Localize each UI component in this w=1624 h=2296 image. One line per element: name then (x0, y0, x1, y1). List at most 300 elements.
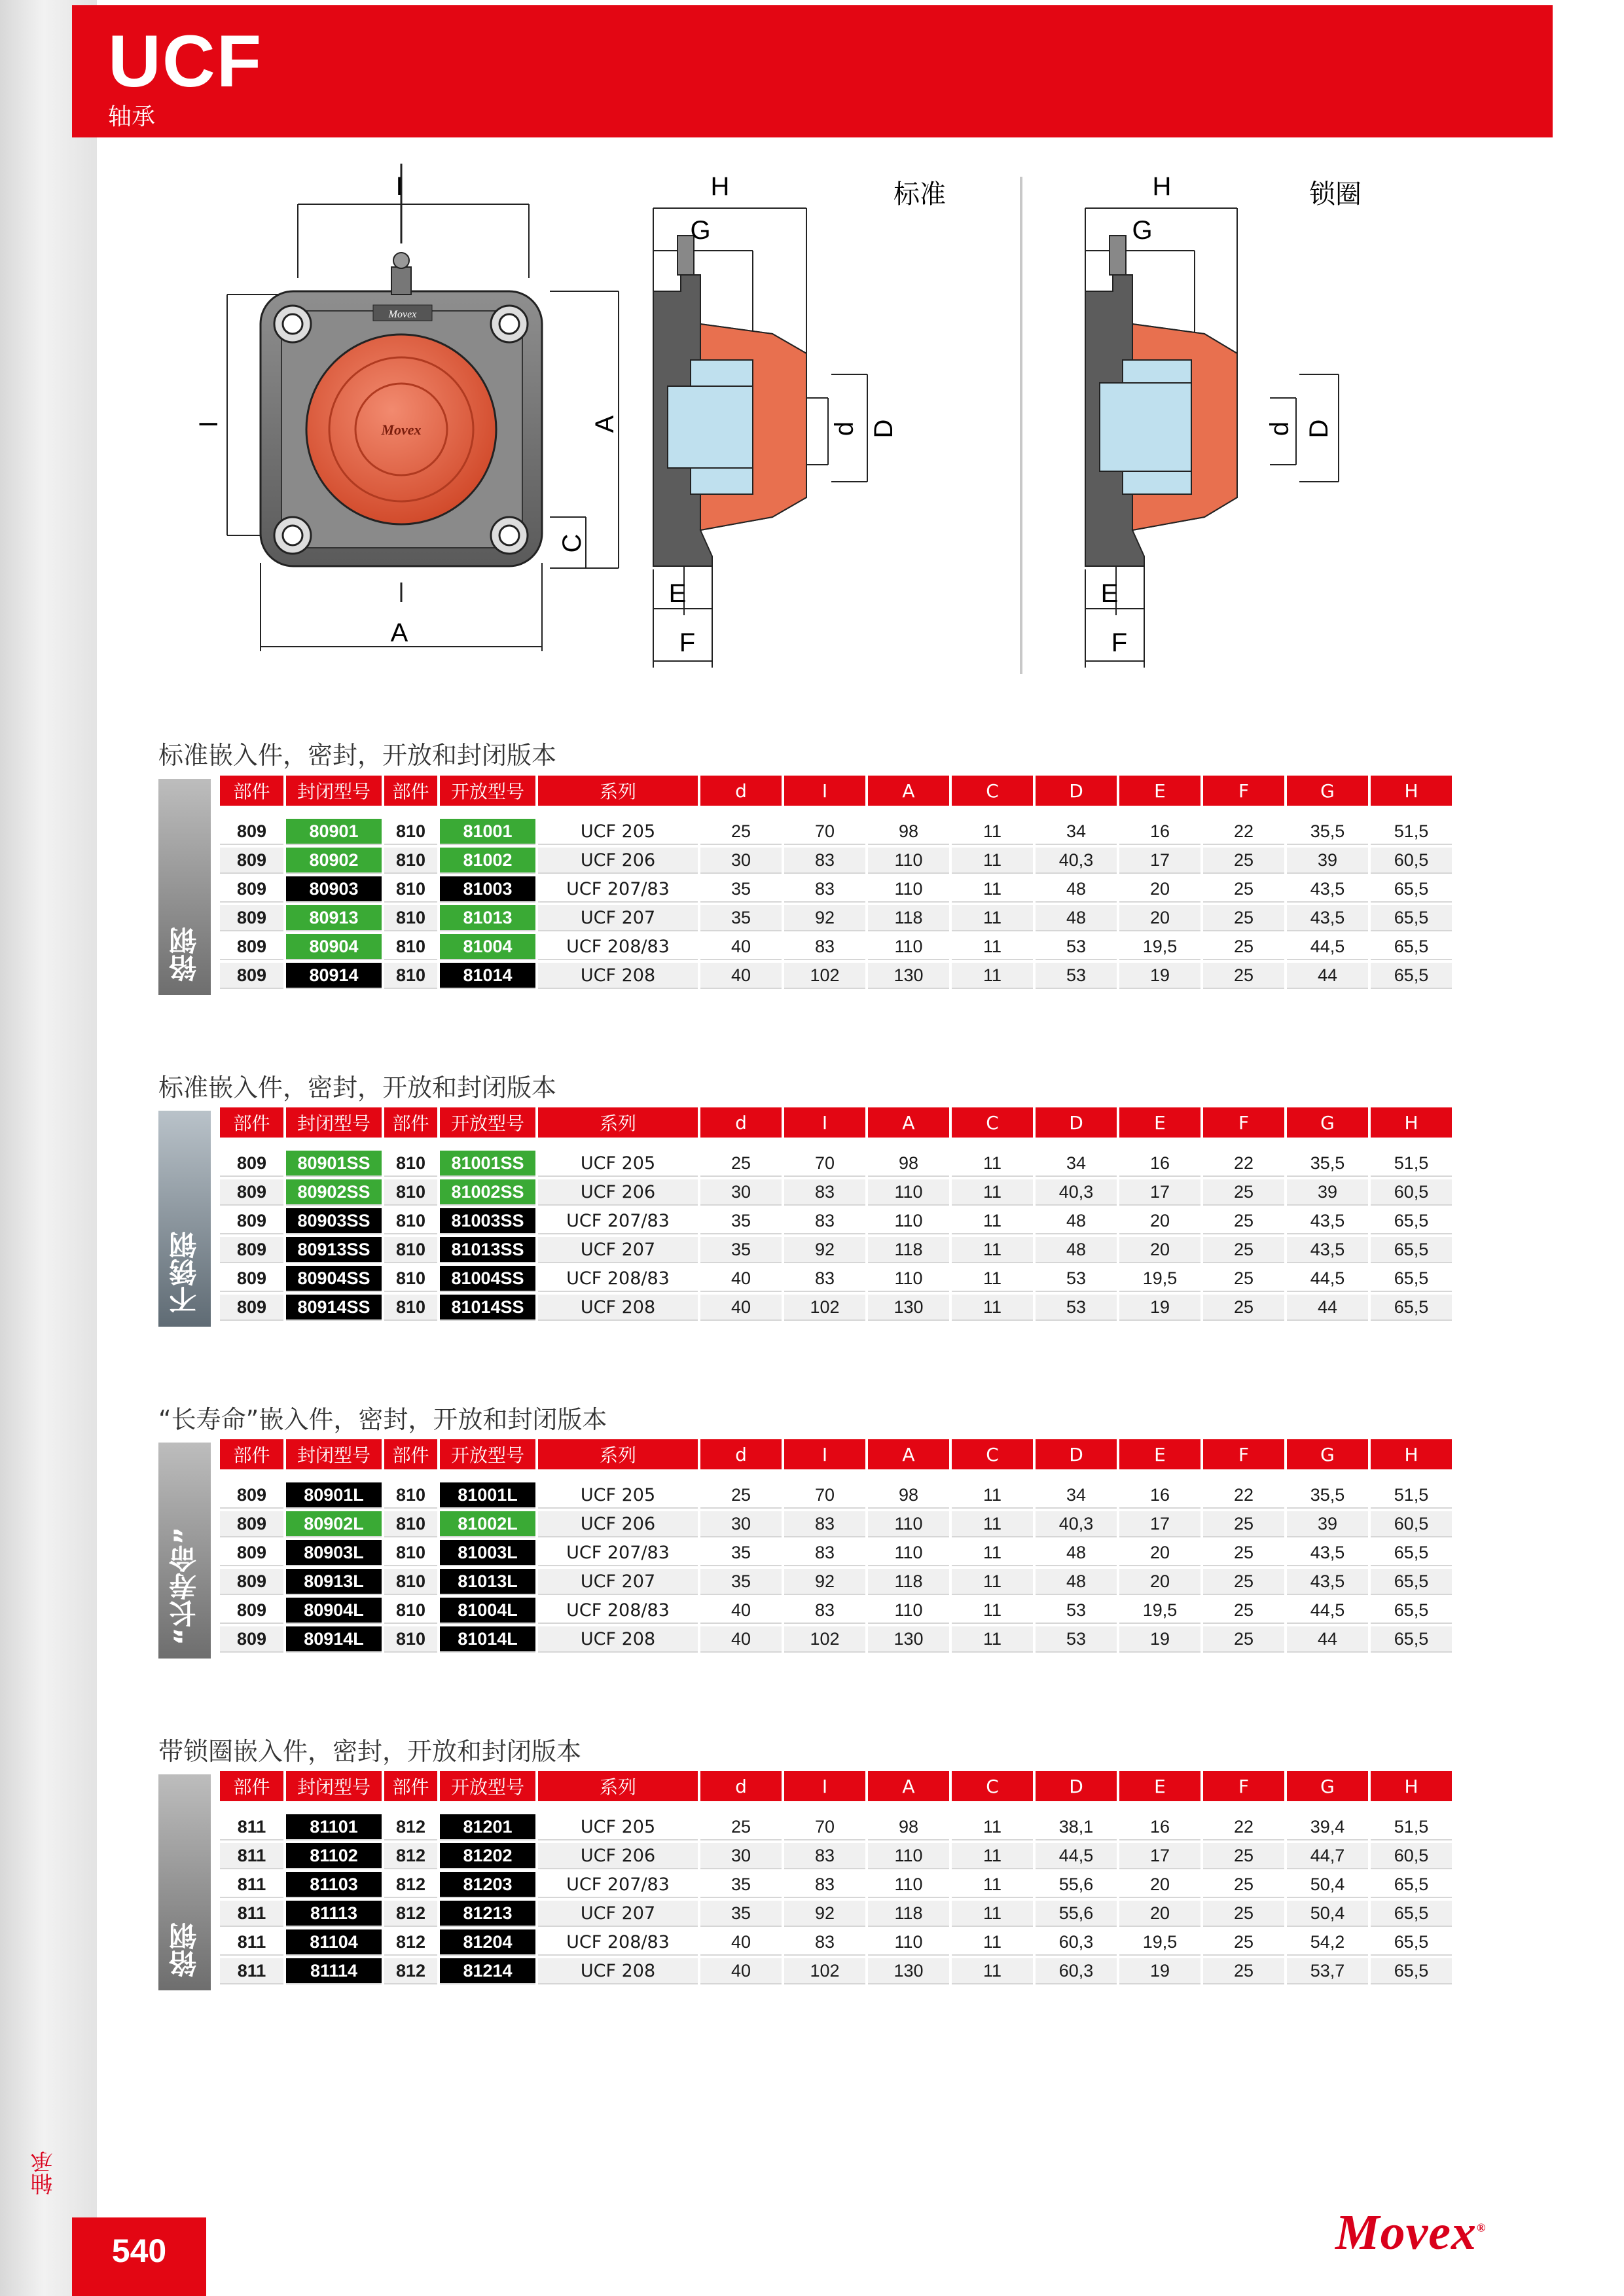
dimension-cell: 30 (700, 848, 782, 874)
dimension-cell: 43,5 (1287, 1569, 1368, 1595)
closed-part-number: 81114 (286, 1958, 382, 1984)
open-part-number: 81003 (440, 876, 535, 903)
material-tab-4 (158, 1774, 211, 1990)
table-row (220, 1843, 1452, 1869)
section-title-3: “长寿命”嵌入件，密封，开放和封闭版本 (158, 1405, 607, 1434)
series-cell: UCF 207/83 (538, 876, 698, 903)
dimension-cell: 54,2 (1287, 1929, 1368, 1956)
part-code: 810 (384, 1266, 437, 1292)
dimension-cell: 110 (868, 1266, 949, 1292)
dimension-cell: 65,5 (1371, 1872, 1452, 1898)
open-part-number: 81004SS (440, 1266, 535, 1292)
dimension-cell: 25 (1203, 963, 1284, 989)
table-row (220, 1540, 1452, 1566)
column-header: F (1203, 1439, 1284, 1469)
dim-label-h: H (710, 172, 730, 201)
section-title-2: 标准嵌入件，密封，开放和封闭版本 (158, 1073, 557, 1102)
dimension-cell: 98 (868, 1814, 949, 1840)
dim-label-e-lock: E (1100, 579, 1119, 608)
closed-part-number: 80913L (286, 1569, 382, 1595)
column-header: F (1203, 776, 1284, 806)
closed-part-number: 80914 (286, 963, 382, 989)
open-part-number: 81214 (440, 1958, 535, 1984)
side-category-label: 轴承 (31, 2151, 57, 2195)
dimension-cell: 110 (868, 1208, 949, 1234)
part-code: 810 (384, 963, 437, 989)
open-part-number: 81213 (440, 1901, 535, 1927)
dimension-cell: 50,4 (1287, 1901, 1368, 1927)
dimension-cell: 65,5 (1371, 1929, 1452, 1956)
dim-label-i-left: I (194, 420, 223, 428)
column-header: I (784, 776, 865, 806)
open-part-number: 81002SS (440, 1179, 535, 1206)
series-cell: UCF 207 (538, 1901, 698, 1927)
spec-table-4 (217, 1768, 1454, 1987)
material-label-3: “长寿命” (168, 1526, 200, 1645)
dimension-cell: 40 (700, 1958, 782, 1984)
dimension-cell: 20 (1119, 1237, 1200, 1263)
dimension-cell: 25 (1203, 1598, 1284, 1624)
dimension-cell: 40,3 (1036, 848, 1117, 874)
dimension-cell: 39 (1287, 1511, 1368, 1537)
column-header: d (700, 776, 782, 806)
dimension-cell: 60,5 (1371, 848, 1452, 874)
dimension-cell: 43,5 (1287, 905, 1368, 931)
dimension-cell: 20 (1119, 1872, 1200, 1898)
dimension-cell: 43,5 (1287, 1540, 1368, 1566)
dimension-cell: 11 (952, 1872, 1033, 1898)
dimension-cell: 118 (868, 1569, 949, 1595)
dimension-cell: 53 (1036, 1266, 1117, 1292)
dimension-cell: 70 (784, 1814, 865, 1840)
column-header: 系列 (538, 1107, 698, 1138)
table-row (220, 1958, 1452, 1984)
dimension-cell: 11 (952, 905, 1033, 931)
dimension-cell: 118 (868, 1237, 949, 1263)
dimension-cell: 83 (784, 1208, 865, 1234)
table-row (220, 1482, 1452, 1509)
series-cell: UCF 206 (538, 1511, 698, 1537)
part-code: 810 (384, 1208, 437, 1234)
part-code: 810 (384, 1179, 437, 1206)
dimension-cell: 11 (952, 1266, 1033, 1292)
section-title-4: 带锁圈嵌入件，密封，开放和封闭版本 (158, 1737, 582, 1766)
dimension-cell: 19 (1119, 1958, 1200, 1984)
part-code: 809 (220, 1626, 283, 1653)
column-header: I (784, 1439, 865, 1469)
column-header: 开放型号 (440, 776, 535, 806)
column-header: C (952, 1771, 1033, 1801)
dimension-cell: 20 (1119, 1540, 1200, 1566)
part-code: 810 (384, 1151, 437, 1177)
column-header: I (784, 1107, 865, 1138)
dimension-cell: 16 (1119, 1151, 1200, 1177)
dimension-cell: 65,5 (1371, 1208, 1452, 1234)
dimension-cell: 39 (1287, 1179, 1368, 1206)
dimension-cell: 65,5 (1371, 1569, 1452, 1595)
dim-label-small-d: d (830, 421, 859, 437)
part-code: 811 (220, 1843, 283, 1869)
dimension-cell: 65,5 (1371, 876, 1452, 903)
dimension-cell: 51,5 (1371, 1814, 1452, 1840)
grease-nipple (393, 253, 409, 268)
dimension-cell: 48 (1036, 905, 1117, 931)
table-row (220, 1295, 1452, 1321)
dimension-cell: 11 (952, 819, 1033, 845)
part-code: 810 (384, 1598, 437, 1624)
part-code: 810 (384, 905, 437, 931)
part-code: 809 (220, 1208, 283, 1234)
technical-drawing (183, 164, 1362, 687)
series-cell: UCF 206 (538, 1179, 698, 1206)
dimension-cell: 20 (1119, 876, 1200, 903)
column-header: E (1119, 1107, 1200, 1138)
table-row (220, 876, 1452, 903)
dimension-cell: 53 (1036, 934, 1117, 960)
closed-part-number: 80901 (286, 819, 382, 845)
dim-label-a-bottom: A (390, 619, 408, 647)
dimension-cell: 130 (868, 1958, 949, 1984)
dimension-cell: 83 (784, 1872, 865, 1898)
series-cell: UCF 208 (538, 1626, 698, 1653)
dimension-cell: 19 (1119, 1626, 1200, 1653)
lockring-label: 锁圈 (1309, 179, 1362, 209)
closed-part-number: 80901SS (286, 1151, 382, 1177)
column-header: E (1119, 776, 1200, 806)
dimension-cell: 98 (868, 819, 949, 845)
dimension-cell: 53 (1036, 1295, 1117, 1321)
dimension-cell: 48 (1036, 1540, 1117, 1566)
dimension-cell: 40 (700, 963, 782, 989)
dimension-cell: 25 (1203, 1511, 1284, 1537)
column-header: A (868, 1107, 949, 1138)
dimension-cell: 22 (1203, 1482, 1284, 1509)
dimension-cell: 11 (952, 848, 1033, 874)
column-header: H (1371, 1439, 1452, 1469)
dim-label-f-lock: F (1111, 628, 1128, 657)
part-code: 809 (220, 1179, 283, 1206)
dimension-cell: 35 (700, 905, 782, 931)
series-cell: UCF 206 (538, 1843, 698, 1869)
column-header: 部件 (384, 776, 437, 806)
column-header: 部件 (384, 1771, 437, 1801)
column-header: D (1036, 1439, 1117, 1469)
dimension-cell: 11 (952, 1598, 1033, 1624)
dimension-cell: 25 (1203, 1179, 1284, 1206)
dimension-cell: 110 (868, 876, 949, 903)
dimension-cell: 11 (952, 1814, 1033, 1840)
material-tab-1 (158, 779, 211, 995)
part-code: 811 (220, 1901, 283, 1927)
dimension-cell: 25 (700, 819, 782, 845)
material-tab-2 (158, 1111, 211, 1327)
dimension-cell: 35,5 (1287, 819, 1368, 845)
dimension-cell: 130 (868, 1626, 949, 1653)
dimension-cell: 43,5 (1287, 876, 1368, 903)
part-code: 812 (384, 1872, 437, 1898)
dimension-cell: 60,5 (1371, 1179, 1452, 1206)
table-row (220, 848, 1452, 874)
column-header: 部件 (220, 1771, 283, 1801)
closed-part-number: 80901L (286, 1482, 382, 1509)
dimension-cell: 110 (868, 1179, 949, 1206)
column-header: H (1371, 776, 1452, 806)
dimension-cell: 25 (700, 1814, 782, 1840)
column-header: 封闭型号 (286, 1107, 382, 1138)
table-row (220, 1208, 1452, 1234)
dim-label-g: G (690, 216, 711, 245)
part-code: 811 (220, 1872, 283, 1898)
dimension-cell: 17 (1119, 1179, 1200, 1206)
closed-part-number: 80903 (286, 876, 382, 903)
closed-part-number: 80903L (286, 1540, 382, 1566)
dimension-cell: 92 (784, 1569, 865, 1595)
table-row (220, 1929, 1452, 1956)
dimension-cell: 11 (952, 1151, 1033, 1177)
series-cell: UCF 206 (538, 848, 698, 874)
table-row (220, 819, 1452, 845)
dimension-cell: 40 (700, 1626, 782, 1653)
dimension-cell: 70 (784, 819, 865, 845)
dimension-cell: 83 (784, 876, 865, 903)
dimension-cell: 30 (700, 1843, 782, 1869)
closed-part-number: 80914L (286, 1626, 382, 1653)
dimension-cell: 65,5 (1371, 1958, 1452, 1984)
part-code: 809 (220, 1151, 283, 1177)
dimension-cell: 44 (1287, 1295, 1368, 1321)
closed-part-number: 81102 (286, 1843, 382, 1869)
series-cell: UCF 205 (538, 819, 698, 845)
dimension-cell: 25 (1203, 1929, 1284, 1956)
part-code: 809 (220, 1482, 283, 1509)
dimension-cell: 11 (952, 963, 1033, 989)
dimension-cell: 40 (700, 1598, 782, 1624)
part-code: 811 (220, 1958, 283, 1984)
open-part-number: 81002 (440, 848, 535, 874)
series-cell: UCF 207/83 (538, 1872, 698, 1898)
part-code: 810 (384, 876, 437, 903)
dimension-cell: 11 (952, 1540, 1033, 1566)
dimension-cell: 40 (700, 1929, 782, 1956)
dimension-cell: 44,5 (1287, 1266, 1368, 1292)
open-part-number: 81202 (440, 1843, 535, 1869)
dimension-cell: 65,5 (1371, 1901, 1452, 1927)
dimension-cell: 44 (1287, 1626, 1368, 1653)
dimension-cell: 110 (868, 1598, 949, 1624)
dimension-cell: 25 (1203, 1626, 1284, 1653)
dimension-cell: 70 (784, 1151, 865, 1177)
part-code: 809 (220, 963, 283, 989)
part-code: 810 (384, 1626, 437, 1653)
dimension-cell: 40 (700, 1295, 782, 1321)
dimension-cell: 60,3 (1036, 1929, 1117, 1956)
brand-logo: Movex® (1335, 2205, 1487, 2260)
dimension-cell: 92 (784, 1901, 865, 1927)
part-code: 809 (220, 1569, 283, 1595)
housing-logo: Movex (388, 309, 417, 320)
dim-label-big-d: D (869, 419, 898, 439)
dimension-cell: 35 (700, 1901, 782, 1927)
series-cell: UCF 207 (538, 1237, 698, 1263)
open-part-number: 81201 (440, 1814, 535, 1840)
dimension-cell: 65,5 (1371, 963, 1452, 989)
dimension-cell: 83 (784, 1929, 865, 1956)
open-part-number: 81001L (440, 1482, 535, 1509)
series-cell: UCF 208 (538, 963, 698, 989)
dimension-cell: 65,5 (1371, 1295, 1452, 1321)
table-row (220, 963, 1452, 989)
dimension-cell: 11 (952, 1179, 1033, 1206)
part-code: 810 (384, 1295, 437, 1321)
table-row (220, 1901, 1452, 1927)
column-header: D (1036, 1107, 1117, 1138)
column-header: A (868, 1771, 949, 1801)
column-header: 部件 (220, 1107, 283, 1138)
column-header: F (1203, 1771, 1284, 1801)
dimension-cell: 65,5 (1371, 905, 1452, 931)
dimension-cell: 34 (1036, 1482, 1117, 1509)
column-header: I (784, 1771, 865, 1801)
dimension-cell: 25 (1203, 1540, 1284, 1566)
dimension-cell: 83 (784, 1266, 865, 1292)
closed-part-number: 81113 (286, 1901, 382, 1927)
dimension-cell: 83 (784, 1598, 865, 1624)
dimension-cell: 44,5 (1287, 1598, 1368, 1624)
dimension-cell: 22 (1203, 1151, 1284, 1177)
dimension-cell: 55,6 (1036, 1901, 1117, 1927)
cross-section-lockring (1085, 172, 1362, 668)
material-label-4: 铬钢 (168, 1922, 200, 1977)
standard-label: 标准 (893, 179, 946, 209)
closed-part-number: 80904SS (286, 1266, 382, 1292)
dimension-cell: 83 (784, 1511, 865, 1537)
column-header: 开放型号 (440, 1439, 535, 1469)
column-header: 部件 (220, 776, 283, 806)
column-header: C (952, 776, 1033, 806)
open-part-number: 81001 (440, 819, 535, 845)
dimension-cell: 11 (952, 1958, 1033, 1984)
dimension-cell: 19 (1119, 963, 1200, 989)
dimension-cell: 92 (784, 1237, 865, 1263)
dimension-cell: 102 (784, 1295, 865, 1321)
dimension-cell: 110 (868, 1872, 949, 1898)
dimension-cell: 48 (1036, 1569, 1117, 1595)
dimension-cell: 98 (868, 1151, 949, 1177)
dimension-cell: 25 (1203, 1958, 1284, 1984)
dimension-cell: 19,5 (1119, 1929, 1200, 1956)
dimension-cell: 40 (700, 934, 782, 960)
part-code: 811 (220, 1929, 283, 1956)
dimension-cell: 65,5 (1371, 934, 1452, 960)
page-number: 540 (111, 2233, 167, 2269)
column-header: D (1036, 1771, 1117, 1801)
series-cell: UCF 207/83 (538, 1208, 698, 1234)
dimension-cell: 35 (700, 1872, 782, 1898)
closed-part-number: 80904L (286, 1598, 382, 1624)
closed-part-number: 81104 (286, 1929, 382, 1956)
dimension-cell: 22 (1203, 819, 1284, 845)
dimension-cell: 44 (1287, 963, 1368, 989)
dimension-cell: 70 (784, 1482, 865, 1509)
part-code: 809 (220, 819, 283, 845)
dimension-cell: 20 (1119, 1901, 1200, 1927)
closed-part-number: 80903SS (286, 1208, 382, 1234)
part-code: 810 (384, 934, 437, 960)
dim-label-small-d-lock: d (1265, 421, 1294, 437)
part-code: 809 (220, 1511, 283, 1537)
dimension-cell: 25 (1203, 1843, 1284, 1869)
dimension-cell: 43,5 (1287, 1237, 1368, 1263)
dimension-cell: 17 (1119, 1843, 1200, 1869)
open-part-number: 81013 (440, 905, 535, 931)
column-header: 封闭型号 (286, 1771, 382, 1801)
part-code: 809 (220, 848, 283, 874)
dimension-cell: 60,5 (1371, 1843, 1452, 1869)
dimension-cell: 25 (1203, 1901, 1284, 1927)
dimension-cell: 25 (700, 1151, 782, 1177)
series-cell: UCF 208/83 (538, 1266, 698, 1292)
dimension-cell: 50,4 (1287, 1872, 1368, 1898)
dimension-cell: 48 (1036, 876, 1117, 903)
dimension-cell: 102 (784, 1958, 865, 1984)
column-header: d (700, 1107, 782, 1138)
column-header: F (1203, 1107, 1284, 1138)
dimension-cell: 19,5 (1119, 934, 1200, 960)
closed-part-number: 80913 (286, 905, 382, 931)
dimension-cell: 110 (868, 848, 949, 874)
table-row (220, 1179, 1452, 1206)
dimension-cell: 25 (1203, 876, 1284, 903)
dimension-cell: 65,5 (1371, 1626, 1452, 1653)
dimension-cell: 25 (1203, 1237, 1284, 1263)
dimension-cell: 44,5 (1036, 1843, 1117, 1869)
series-cell: UCF 208/83 (538, 1598, 698, 1624)
closed-part-number: 80913SS (286, 1237, 382, 1263)
dimension-cell: 11 (952, 876, 1033, 903)
open-part-number: 81003L (440, 1540, 535, 1566)
part-code: 809 (220, 1540, 283, 1566)
part-code: 810 (384, 1482, 437, 1509)
part-code: 809 (220, 1295, 283, 1321)
dimension-cell: 83 (784, 934, 865, 960)
table-row (220, 1569, 1452, 1595)
dimension-cell: 34 (1036, 819, 1117, 845)
dimension-cell: 102 (784, 963, 865, 989)
column-header: G (1287, 1771, 1368, 1801)
closed-part-number: 80902SS (286, 1179, 382, 1206)
closed-part-number: 80904 (286, 934, 382, 960)
dimension-cell: 83 (784, 848, 865, 874)
dimension-cell: 11 (952, 1569, 1033, 1595)
open-part-number: 81001SS (440, 1151, 535, 1177)
dimension-cell: 53 (1036, 1626, 1117, 1653)
dim-label-c: C (558, 533, 586, 553)
column-header: G (1287, 1439, 1368, 1469)
column-header: E (1119, 1771, 1200, 1801)
dimension-cell: 53,7 (1287, 1958, 1368, 1984)
dim-label-i-top: I (395, 172, 403, 201)
dimension-cell: 48 (1036, 1208, 1117, 1234)
dim-label-a-right: A (590, 415, 619, 433)
column-header: 系列 (538, 1439, 698, 1469)
dimension-cell: 11 (952, 1295, 1033, 1321)
series-cell: UCF 208/83 (538, 934, 698, 960)
column-header: 部件 (384, 1439, 437, 1469)
dimension-cell: 40,3 (1036, 1179, 1117, 1206)
spec-table-1 (217, 773, 1454, 992)
dimension-cell: 11 (952, 1843, 1033, 1869)
open-part-number: 81014 (440, 963, 535, 989)
